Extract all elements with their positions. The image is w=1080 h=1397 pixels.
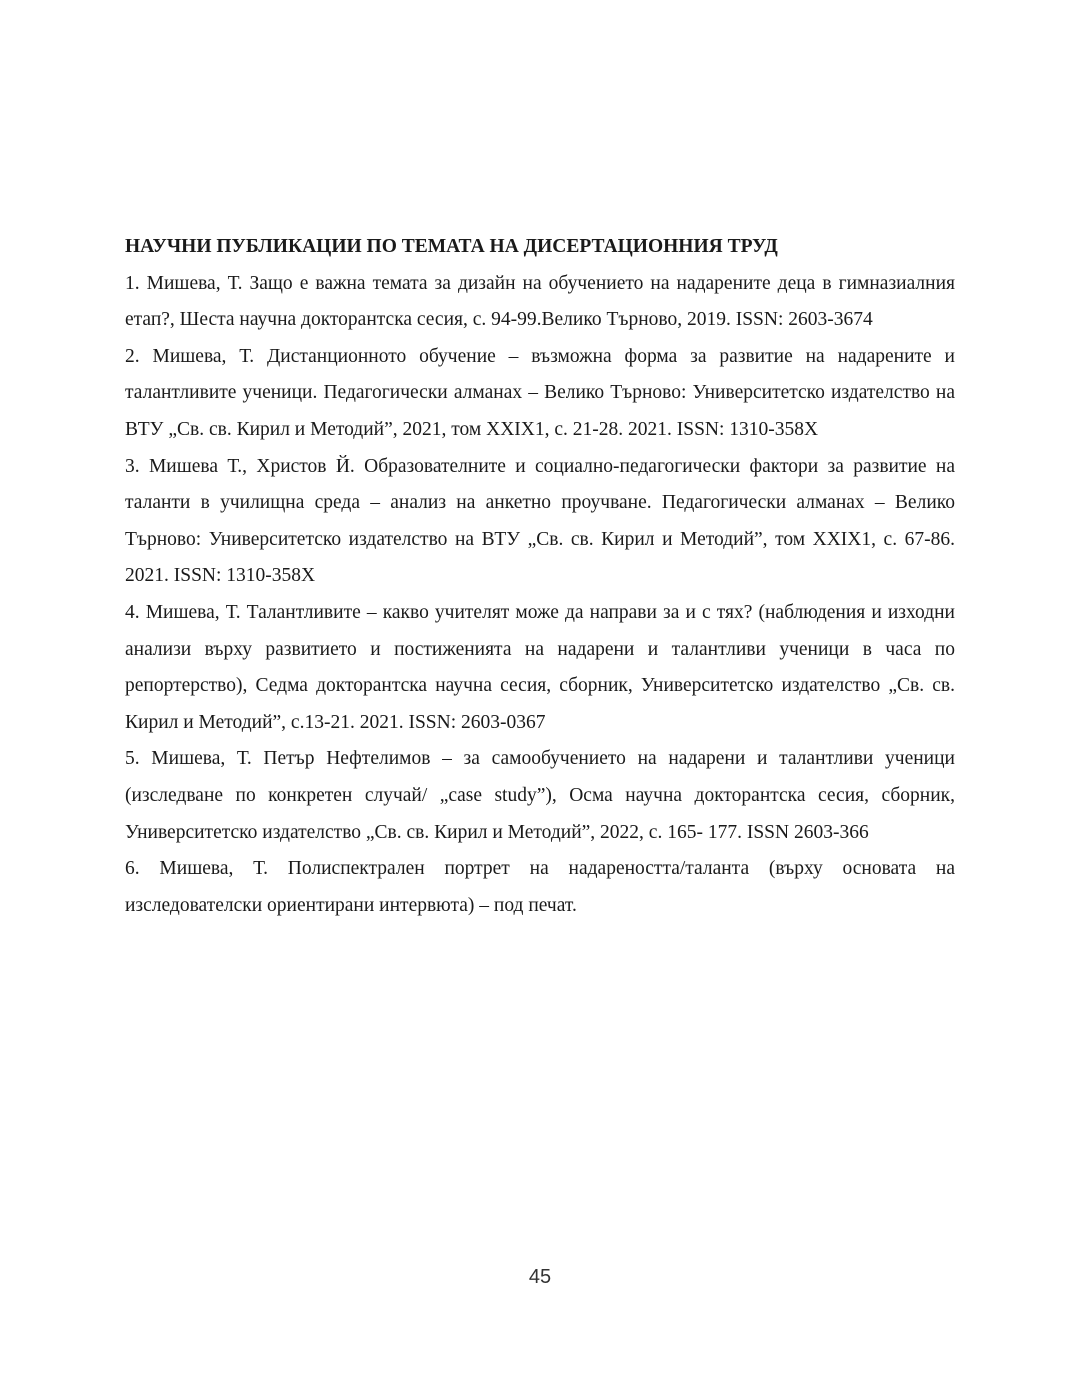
publication-entry-6: 6. Мишева, Т. Полиспектрален портрет на надареността/таланта (върху основата на изследователски ориентирани интервюта) – под печат.: [125, 858, 955, 916]
publication-entry-5: 5. Мишева, Т. Петър Нефтелимов – за самообучението на надарени и талантливи ученици (изследване по конкретен случай/ „case study”), Осма научна докторантска сесия, сборник, Университетско издателство „Св. св. Кирил и Методий”, 2022, с. 165- 177. ISSN 2603-366: [125, 748, 955, 843]
publication-entry-4: 4. Мишева, Т. Талантливите – какво учителят може да направи за и с тях? (наблюдения и изходни анализи върху развитието и постиженията на надарени и талантливи ученици в часа по репортерство), Седма докторантска научна сесия, сборник, Университетско издателство „Св. св. Кирил и Методий”, с.13-21. 2021. ISSN: 2603-0367: [125, 601, 955, 733]
section-heading: НАУЧНИ ПУБЛИКАЦИИ ПО ТЕМАТА НА ДИСЕРТАЦИОННИЯ ТРУД: [125, 236, 778, 257]
publications-section: [125, 229, 955, 924]
publication-entry-1: 1. Мишева, Т. Защо е важна темата за дизайн на обучението на надарените деца в гимназиалния етап?, Шеста научна докторантска сесия, с. 94-99.Велико Търново, 2019. ISSN: 2603-3674: [125, 272, 955, 331]
publication-entry-2: 2. Мишева, Т. Дистанционното обучение – възможна форма за развитие на надарените и талантливите ученици. Педагогически алманах – Велико Търново: Университетско издателство на ВТУ „Св. св. Кирил и Методий”, 2021, том XXIX1, с. 21-28. 2021. ISSN: 1310-358X: [125, 345, 955, 440]
publication-entry-3: 3. Мишева Т., Христов Й. Образователните и социално-педагогически фактори за развитие на таланти в училищна среда – анализ на анкетно проучване. Педагогически алманах – Велико Търново: Университетско издателство на ВТУ „Св. св. Кирил и Методий”, том XXIX1, с. 67-86. 2021. ISSN: 1310-358X: [125, 455, 955, 587]
page-number: 45: [528, 1266, 552, 1288]
